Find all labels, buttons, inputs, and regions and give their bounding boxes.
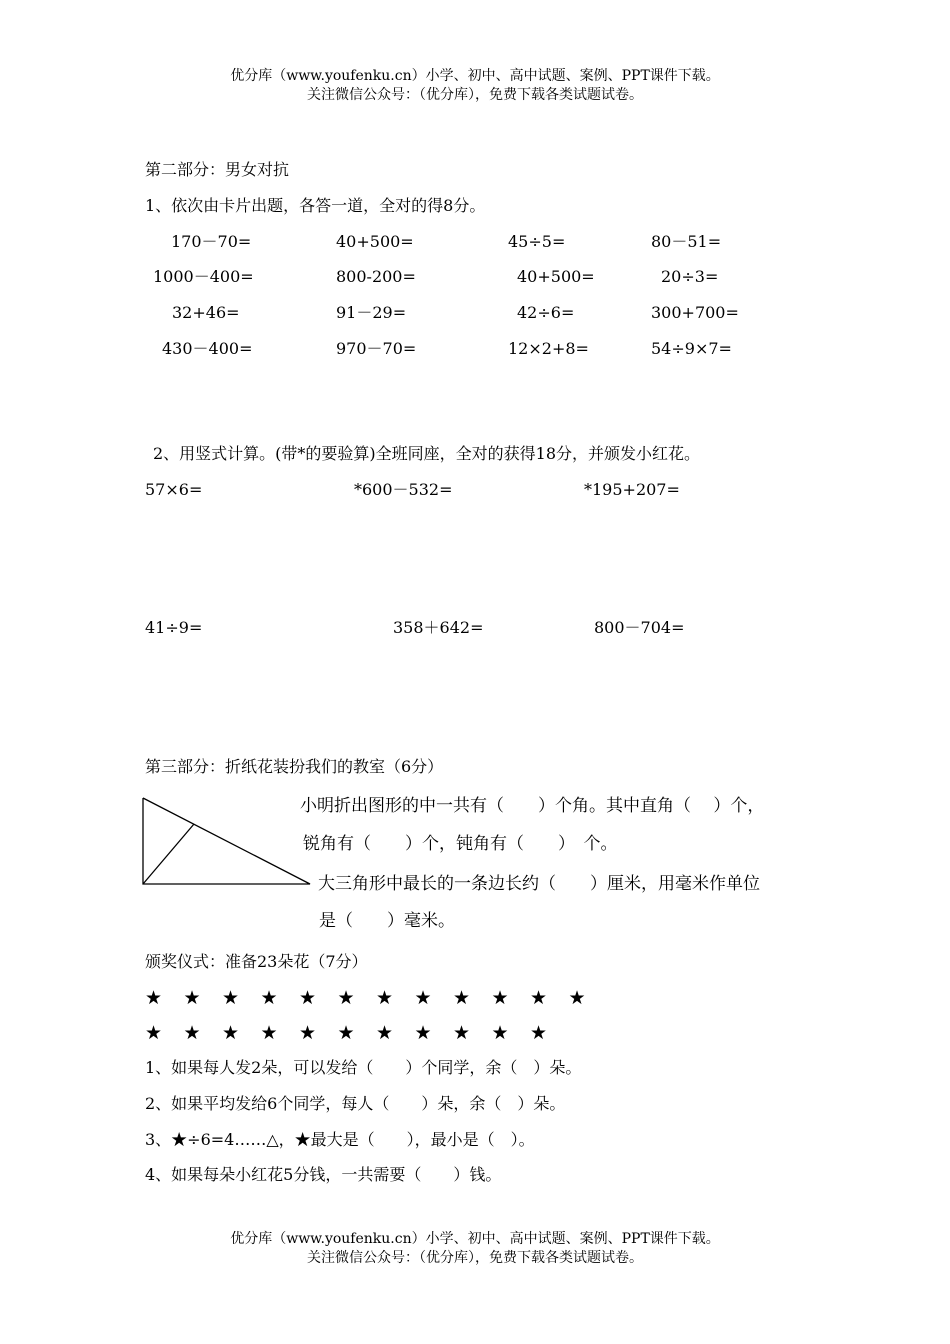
star-icon: ★ (260, 987, 278, 1009)
star-icon: ★ (568, 987, 586, 1009)
big-triangle-outline (143, 798, 310, 884)
award-question-2: 2、如果平均发给6个同学，每人（ ）朵，余（ ）朵。 (145, 1094, 566, 1113)
card-problem: 91－29= (336, 303, 407, 322)
card-problem: 40+500= (517, 267, 595, 286)
card-problem: 430－400= (162, 339, 253, 358)
part2-question-1: 1、依次由卡片出题，各答一道，全对的得8分。 (145, 196, 486, 215)
card-problem: 800-200= (336, 267, 416, 286)
page-header-line-1: 优分库（www.youfenku.cn）小学、初中、高中试题、案例、PPT课件下载。 (230, 68, 720, 84)
star-icon: ★ (491, 987, 509, 1009)
star-icon: ★ (376, 1022, 394, 1044)
fold-line (143, 824, 194, 884)
card-problem: 300+700= (651, 303, 739, 322)
star-icon: ★ (414, 987, 432, 1009)
calc-problem: 41÷9= (145, 618, 203, 637)
stars-row-1 (145, 987, 607, 1009)
star-icon: ★ (299, 1022, 317, 1044)
part3-line-1: 小明折出图形的中一共有（ ）个角。其中直角（ ）个， (300, 796, 765, 816)
star-icon: ★ (337, 1022, 355, 1044)
card-problem: 42÷6= (517, 303, 575, 322)
card-problem: 54÷9×7= (651, 339, 732, 358)
part2-question-2: 2、用竖式计算。(带*的要验算)全班同座，全对的获得18分，并颁发小红花。 (153, 444, 701, 463)
card-problem: 970－70= (336, 339, 417, 358)
star-icon: ★ (222, 1022, 240, 1044)
calc-problem: 800－704= (594, 618, 685, 637)
star-icon: ★ (299, 987, 317, 1009)
card-problem: 80－51= (651, 232, 722, 251)
calc-problem: 57×6= (145, 480, 203, 499)
card-problem: 12×2+8= (508, 339, 589, 358)
star-icon: ★ (145, 987, 163, 1009)
star-icon: ★ (145, 1022, 163, 1044)
award-question-3: 3、★÷6=4……△，★最大是（ ），最小是（ ）。 (145, 1130, 535, 1149)
card-problem: 45÷5= (508, 232, 566, 251)
card-problem: 40+500= (336, 232, 414, 251)
award-question-1: 1、如果每人发2朵，可以发给（ ）个同学，余（ ）朵。 (145, 1058, 582, 1077)
star-icon: ★ (530, 987, 548, 1009)
card-problem: 32+46= (172, 303, 240, 322)
star-icon: ★ (530, 1022, 548, 1044)
star-icon: ★ (453, 987, 471, 1009)
calc-problem: *600－532= (354, 480, 453, 499)
star-icon: ★ (491, 1022, 509, 1044)
star-icon: ★ (376, 987, 394, 1009)
folded-triangle-figure (140, 795, 315, 890)
star-icon: ★ (183, 1022, 201, 1044)
star-icon: ★ (337, 987, 355, 1009)
card-problem: 20÷3= (661, 267, 719, 286)
card-problem: 170－70= (171, 232, 252, 251)
star-icon: ★ (260, 1022, 278, 1044)
star-icon: ★ (453, 1022, 471, 1044)
part3-line-4: 是（ ）毫米。 (319, 911, 455, 931)
calc-problem: 358＋642= (393, 618, 484, 637)
page-footer-line-1: 优分库（www.youfenku.cn）小学、初中、高中试题、案例、PPT课件下载。 (230, 1231, 720, 1247)
star-icon: ★ (414, 1022, 432, 1044)
page-footer-line-2: 关注微信公众号：（优分库），免费下载各类试题试卷。 (307, 1250, 643, 1266)
card-problem: 1000－400= (153, 267, 254, 286)
star-icon: ★ (183, 987, 201, 1009)
award-question-4: 4、如果每朵小红花5分钱，一共需要（ ）钱。 (145, 1165, 502, 1184)
part3-title: 第三部分：折纸花装扮我们的教室（6分） (145, 757, 444, 776)
award-title: 颁奖仪式：准备23朵花（7分） (145, 952, 368, 971)
star-icon: ★ (222, 987, 240, 1009)
part3-line-3: 大三角形中最长的一条边长约（ ）厘米，用毫米作单位 (318, 874, 760, 894)
page-header-line-2: 关注微信公众号：（优分库），免费下载各类试题试卷。 (307, 87, 643, 103)
stars-row-2 (145, 1022, 569, 1044)
part2-title: 第二部分：男女对抗 (145, 160, 290, 179)
part3-line-2: 锐角有（ ）个，钝角有（ ） 个。 (303, 834, 618, 854)
calc-problem: *195+207= (584, 480, 680, 499)
